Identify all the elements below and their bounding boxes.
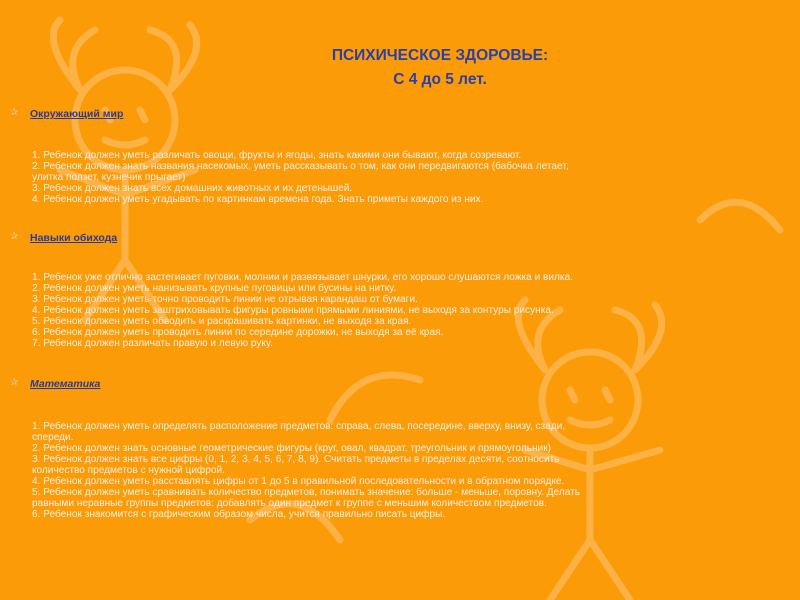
- item-line: спереди.: [32, 432, 74, 443]
- item-line: 5. Ребенок должен уметь сравнивать количество предметов, понимать значение: больше - меньше, поровну. Делать: [32, 487, 581, 498]
- item-line: 1. Ребенок должен уметь различать овощи, фрукты и ягоды, знать какими они бывают, когда созревают.: [32, 150, 522, 161]
- item-line: 2. Ребенок должен уметь нанизывать крупные пуговицы или бусины на нитку.: [32, 283, 397, 294]
- section-heading: Математика: [30, 378, 101, 390]
- item-line: 4. Ребенок должен уметь расставлять цифры от 1 до 5 в правильной последовательности и в обратном порядке.: [32, 476, 565, 487]
- item-line: равными неравные группы предметов: добавлять один предмет к группе с меньшим количеством предметов.: [32, 498, 547, 509]
- item-line: 3. Ребенок должен уметь точно проводить линии не отрывая карандаш от бумаги.: [32, 294, 418, 305]
- item-line: количество предметов с нужной цифрой.: [32, 465, 225, 476]
- section-heading: Навыки обихода: [30, 232, 118, 244]
- item-line: 3. Ребенок должен знать всех домашних животных и их детенышей.: [32, 183, 353, 194]
- item-line: 2. Ребенок должен знать названия насекомых, уметь рассказывать о том, как они передвигаются (бабочка летает,: [32, 161, 569, 172]
- item-line: 4. Ребенок должен уметь заштриховывать фигуры ровными прямыми линиями, не выходя за контуры рисунка.: [32, 305, 554, 316]
- section-heading: Окружающий мир: [30, 108, 124, 120]
- item-line: 7. Ребенок должен различать правую и левую руку.: [32, 338, 273, 349]
- item-line: 2. Ребенок должен знать основные геометрические фигуры (круг, овал, квадрат, треугольник и прямоугольник): [32, 443, 551, 454]
- item-line: 6. Ребенок знакомится с графическим образом числа, учится правильно писать цифры.: [32, 509, 446, 520]
- section-items-household-skills: [32, 272, 573, 349]
- bullet-icon: ✰: [10, 231, 19, 242]
- item-line: 1. Ребенок уже отлично застегивает пуговки, молнии и развязывает шнурки, его хорошо слушаются ложка и вилка.: [32, 272, 573, 283]
- item-line: 6. Ребенок должен уметь проводить линии по середине дорожки, не выходя за её края.: [32, 327, 444, 338]
- section-items-mathematics: [32, 421, 580, 520]
- section-items-surrounding-world: [32, 150, 569, 205]
- item-line: улитка ползет, кузнечик прыгает): [32, 172, 186, 183]
- title-line-1: ПСИХИЧЕСКОЕ ЗДОРОВЬЕ:: [331, 47, 549, 64]
- item-line: 4. Ребенок должен уметь угадывать по картинкам времена года. Знать приметы каждого из них.: [32, 194, 484, 205]
- title-line-2: С 4 до 5 лет.: [393, 71, 487, 88]
- slide-title: [200, 44, 680, 92]
- item-line: 5. Ребенок должен уметь обводить и раскрашивать картинки, не выходя за края.: [32, 316, 412, 327]
- item-line: 3. Ребенок должен знать все цифры (0, 1, 2, 3, 4, 5, 6, 7, 8, 9). Считать предметы в пределах десяти, соотносить: [32, 454, 560, 465]
- bullet-icon: ✰: [10, 377, 19, 388]
- item-line: 1. Ребенок должен уметь определять расположение предметов: справа, слева, посередине, вверху, внизу, сзади,: [32, 421, 566, 432]
- bullet-icon: ✰: [10, 107, 19, 118]
